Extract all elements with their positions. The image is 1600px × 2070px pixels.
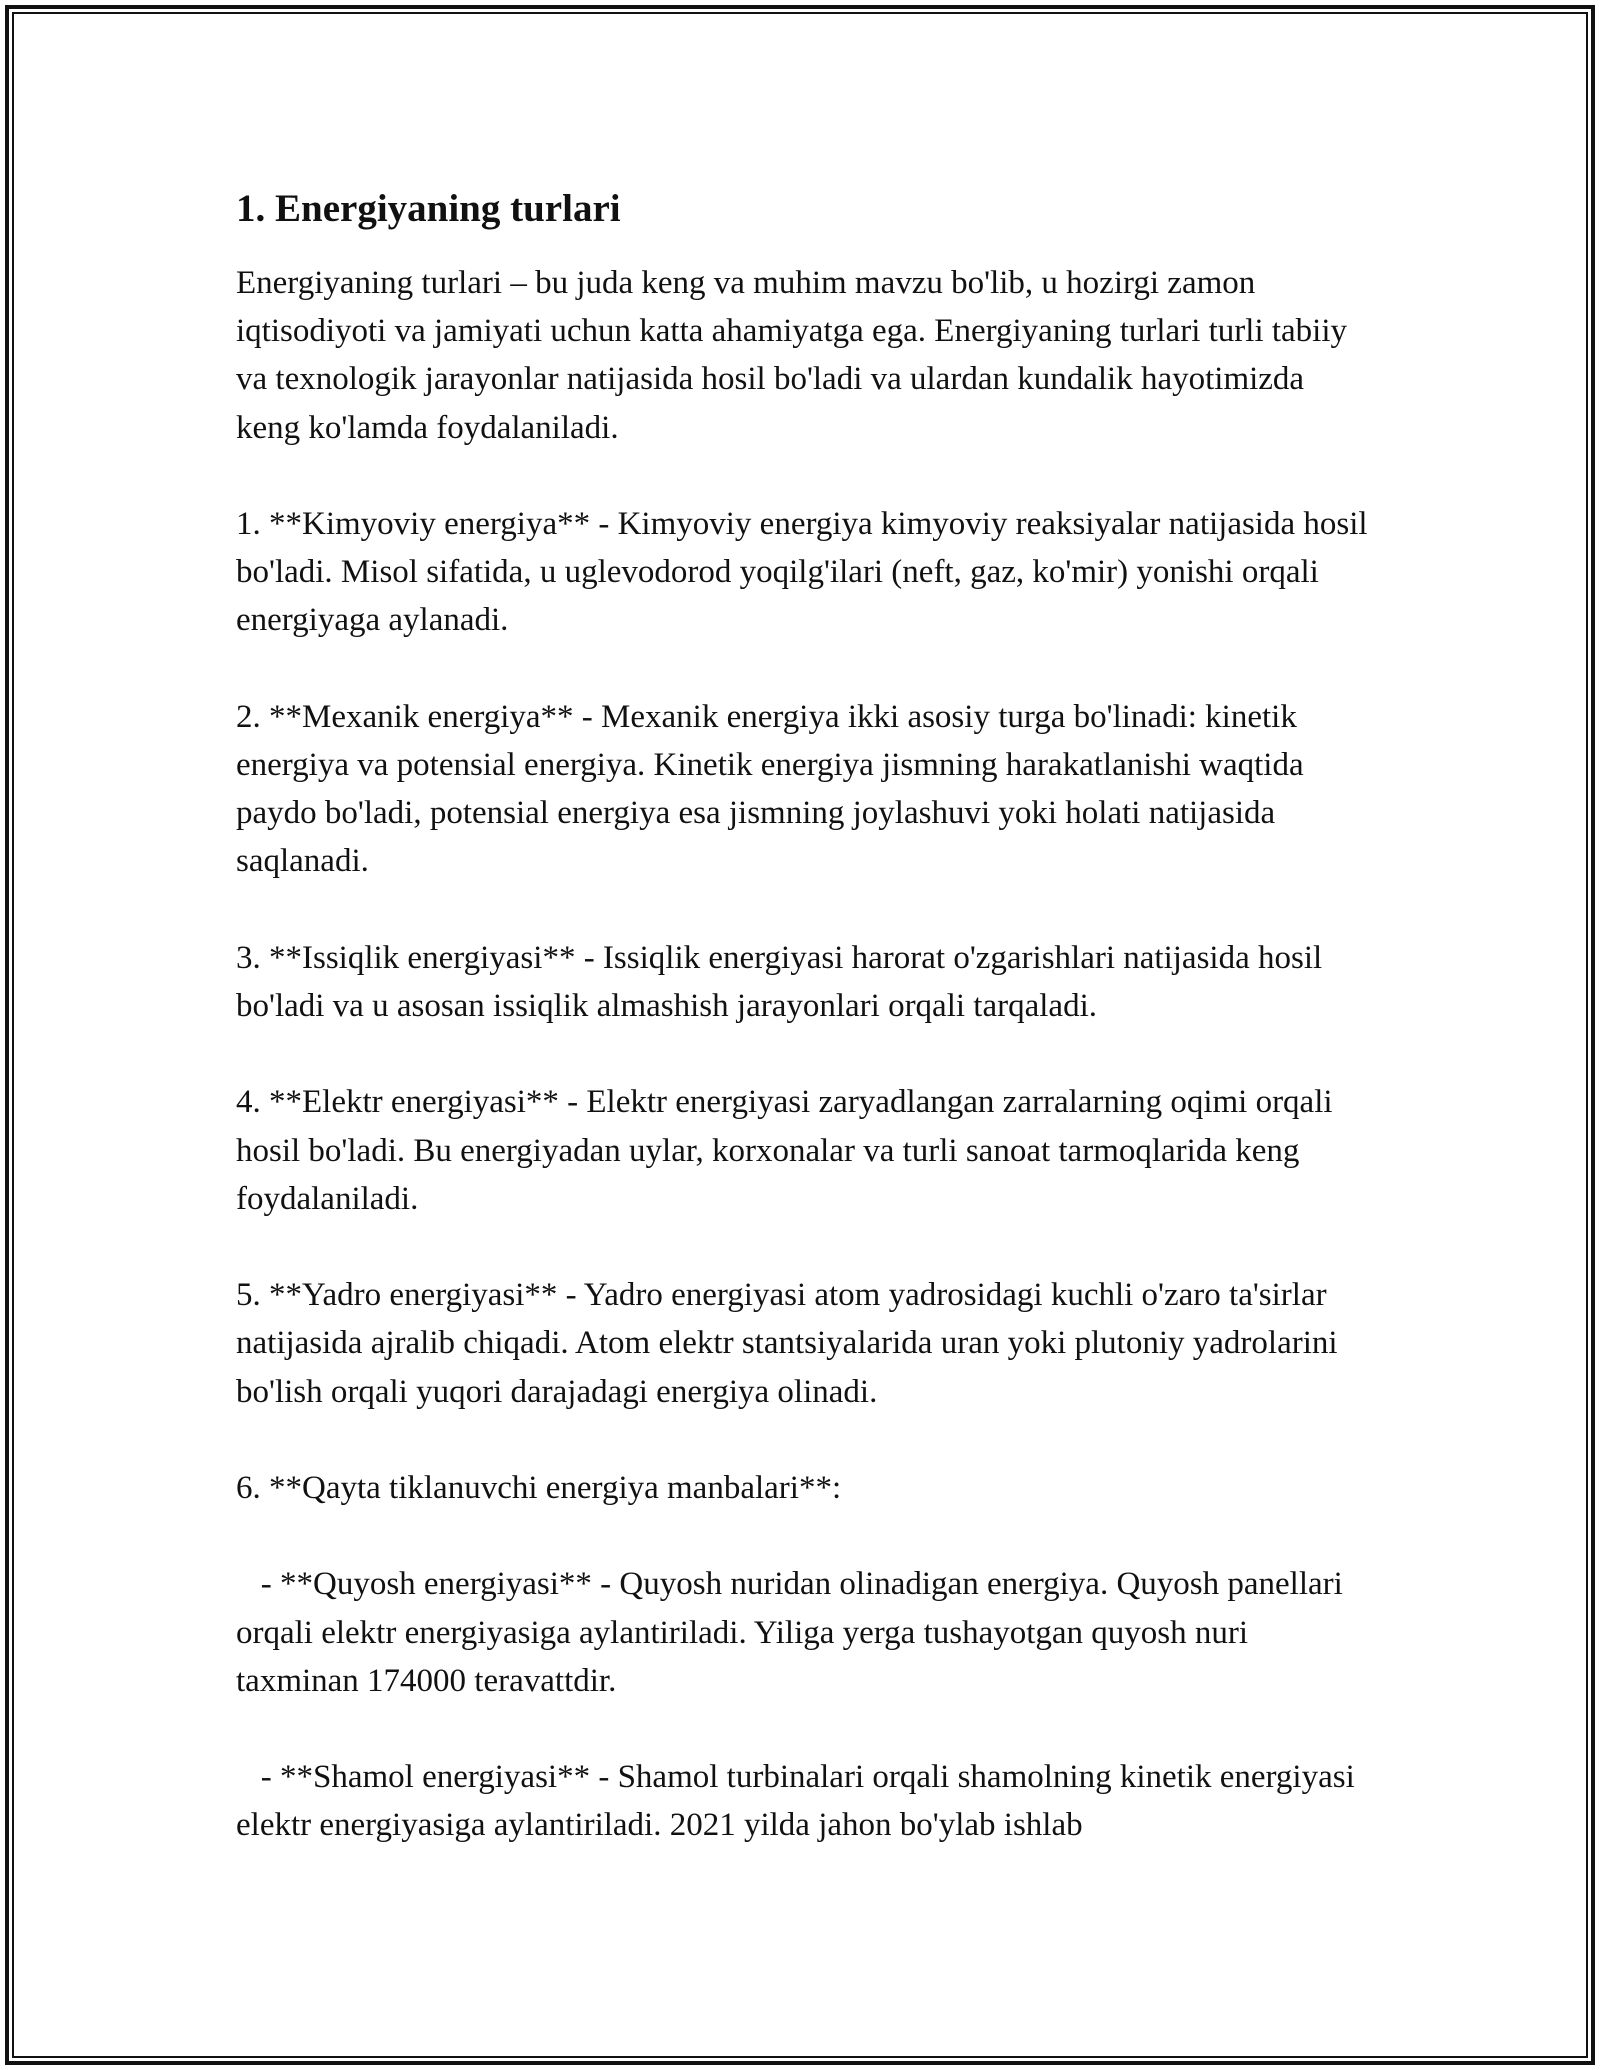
item-renewable-energy: 6. **Qayta tiklanuvchi energiya manbalari**: (236, 1469, 842, 1506)
section-heading: 1. Energiyaning turlari (236, 187, 621, 230)
item-nuclear-energy: 5. **Yadro energiyasi** - Yadro energiyasi atom yadrosidagi kuchli o'zaro ta'sirlar natijasida ajralib chiqadi. Atom elektr stantsiyalarida uran yoki plutoniy yadrolarini bo'lish orqali yuqori darajadagi energiya olinadi. (236, 1277, 1346, 1410)
item-chemical-energy: 1. **Kimyoviy energiya** - Kimyoviy energiya kimyoviy reaksiyalar natijasida hosil bo'ladi. Misol sifatida, u uglevodorod yoqilg'ilari (neft, gaz, ko'mir) yonishi orqali energiyaga aylanadi. (236, 506, 1376, 639)
item-mechanical-energy: 2. **Mexanik energiya** - Mexanik energiya ikki asosiy turga bo'linadi: kinetik energiya va potensial energiya. Kinetik energiya jismning harakatlanishi waqtida paydo bo'ladi, potensial energiya esa jismning joylashuvi yoki holati natijasida saqlanadi. (236, 698, 1312, 880)
subitem-wind-energy: - **Shamol energiyasi** - Shamol turbinalari orqali shamolning kinetik energiyasi elektr energiyasiga aylantiriladi. 2021 yilda jahon bo'ylab ishlab (236, 1759, 1363, 1844)
document-body (236, 185, 1376, 1898)
subitem-solar-energy: - **Quyosh energiyasi** - Quyosh nuridan olinadigan energiya. Quyosh panellari orqali elektr energiyasiga aylantiriladi. Yiliga yerga tushayotgan quyosh nuri taxminan 174000 teravattdir. (236, 1566, 1352, 1699)
item-thermal-energy: 3. **Issiqlik energiyasi** - Issiqlik energiyasi harorat o'zgarishlari natijasida hosil bo'ladi va u asosan issiqlik almashish jarayonlari orqali tarqaladi. (236, 939, 1331, 1024)
intro-paragraph: Energiyaning turlari – bu juda keng va muhim mavzu bo'lib, u hozirgi zamon iqtisodiyoti va jamiyati uchun katta ahamiyatga ega. Energiyaning turlari turli tabiiy va texnologik jarayonlar natijasida hosil bo'ladi va ulardan kundalik hayotimizda keng ko'lamda foydalaniladi. (236, 265, 1356, 446)
item-electric-energy: 4. **Elektr energiyasi** - Elektr energiyasi zaryadlangan zarralarning oqimi orqali hosil bo'ladi. Bu energiyadan uylar, korxonalar va turli sanoat tarmoqlarida keng foydalaniladi. (236, 1084, 1341, 1217)
